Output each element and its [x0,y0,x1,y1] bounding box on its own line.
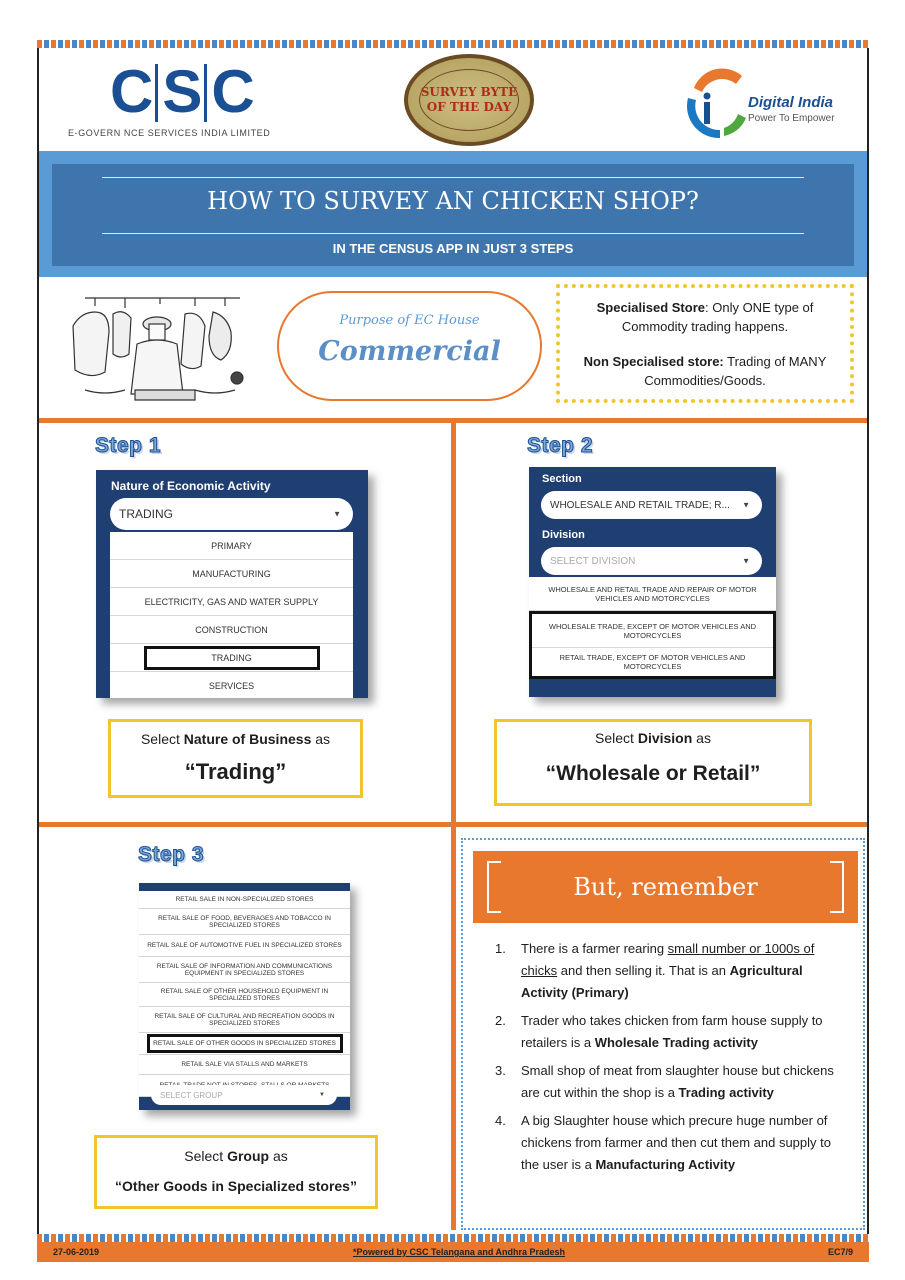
bracket-right-icon [830,861,844,913]
banner-rule [102,177,804,178]
step-1-screenshot [96,470,368,698]
group-option[interactable]: RETAIL SALE OF CULTURAL AND RECREATION GOODS IN SPECIALIZED STORES [139,1007,350,1033]
item-bold: Trading activity [678,1085,774,1100]
purpose-value: Commercial [318,336,501,367]
badge-line-1: SURVEY BYTE [420,85,518,99]
bracket-left-icon [487,861,501,913]
item-text: There is a farmer rearing [521,941,668,956]
remember-heading [473,851,858,923]
top-stripe [37,40,869,48]
csc-divider [204,64,207,122]
non-specialised-desc: Trading of MANY Commodities/Goods. [644,354,827,388]
nature-options [110,532,353,698]
group-option[interactable]: RETAIL SALE IN NON-SPECIALIZED STORES [139,891,350,909]
group-select[interactable] [151,1085,337,1105]
nature-option[interactable]: CONSTRUCTION [110,616,353,644]
division-option[interactable]: WHOLESALE AND RETAIL TRADE AND REPAIR OF MOTOR VEHICLES AND MOTORCYCLES [529,577,776,611]
nature-option[interactable]: MANUFACTURING [110,560,353,588]
bottom-stripe [37,1234,869,1242]
step-2-answer: “Wholesale or Retail” [545,762,761,785]
divider [451,423,456,1230]
page-subtitle: IN THE CENSUS APP IN JUST 3 STEPS [332,241,574,256]
csc-divider [155,64,158,122]
list-item [495,938,840,1004]
step-1-answer: “Trading” [184,759,287,784]
purpose-label: Purpose of EC House [339,313,480,328]
selection-highlight [147,1034,343,1053]
page-title: HOW TO SURVEY AN CHICKEN SHOP? [207,187,699,215]
division-options [529,577,776,679]
purpose-box [277,291,542,401]
instr-suffix: as [692,730,711,746]
dropdown-caret-icon: ▼ [333,509,341,519]
footer-powered-by: *Powered by CSC Telangana and Andhra Pradesh [353,1247,566,1257]
csc-letter-1: C [110,58,152,125]
banner-rule [102,233,804,234]
footer-date: 27-06-2019 [53,1247,100,1257]
digital-india-icon [680,58,750,142]
csc-subtitle: E-GOVERN NCE SERVICES INDIA LIMITED [68,128,271,138]
list-item [495,1060,840,1104]
instr-bold: Nature of Business [183,731,312,747]
item-text: A big Slaughter house which precure huge number of chickens from farmer and then cut them and supply to the user is a [521,1113,831,1172]
dropdown-caret-icon: ▼ [742,500,750,510]
nature-field-label: Nature of Economic Activity [111,479,271,493]
instr-prefix: Select [595,730,638,746]
item-bold: Agricultural Activity (Primary) [521,963,803,1000]
instr-bold: Division [637,730,693,746]
nature-option-trading[interactable] [110,644,353,672]
digital-india-logo [680,58,850,142]
step-2-label: Step 2 [527,434,594,457]
division-select[interactable] [541,547,762,575]
group-option[interactable]: RETAIL SALE OF INFORMATION AND COMMUNICATIONS EQUIPMENT IN SPECIALIZED STORES [139,957,350,983]
csc-letter-2: S [162,58,201,125]
instr-bold: Group [227,1148,270,1164]
group-option[interactable]: RETAIL SALE OF OTHER HOUSEHOLD EQUIPMENT IN SPECIALIZED STORES [139,983,350,1007]
item-bold: Manufacturing Activity [595,1157,736,1172]
division-placeholder: SELECT DIVISION [550,555,636,567]
non-specialised-term: Non Specialised store: [583,354,724,369]
specialised-desc: : Only ONE type of Commodity trading happens. [621,300,814,334]
group-option[interactable]: RETAIL SALE OF FOOD, BEVERAGES AND TOBACCO IN SPECIALIZED STORES [139,909,350,935]
step-3-screenshot [139,883,350,1110]
nature-option[interactable]: PRIMARY [110,532,353,560]
butcher-illustration [65,290,250,408]
digital-india-tagline: Power To Empower [748,113,835,124]
nature-select-value: TRADING [119,507,173,521]
item-number: 1. [495,941,506,956]
store-definitions [556,284,854,403]
group-option[interactable]: RETAIL SALE VIA STALLS AND MARKETS [139,1055,350,1075]
item-text: and then selling it. That is an [557,963,730,978]
instr-prefix: Select [140,731,184,747]
item-bold: Wholesale Trading activity [594,1035,758,1050]
nature-select[interactable] [110,498,353,530]
instr-suffix: as [269,1148,288,1164]
dropdown-caret-icon: ▼ [319,1092,325,1098]
other-goods-label: RETAIL SALE OF OTHER GOODS IN SPECIALIZED STORES [153,1040,336,1047]
group-option-other-goods[interactable] [139,1033,350,1055]
section-select-value: WHOLESALE AND RETAIL TRADE; R... [550,499,730,511]
footer-bar [37,1242,869,1262]
section-select[interactable] [541,491,762,519]
section-label: Section [542,473,582,485]
instr-prefix: Select [184,1148,228,1164]
step-3-label: Step 3 [138,843,205,866]
selection-highlight [144,646,320,670]
nature-option[interactable]: ELECTRICITY, GAS AND WATER SUPPLY [110,588,353,616]
item-number: 2. [495,1013,506,1028]
nature-option[interactable]: SERVICES [110,672,353,698]
remember-title: But, remember [573,873,758,901]
group-placeholder: SELECT GROUP [160,1090,223,1100]
remember-list [495,938,840,1182]
dropdown-caret-icon: ▼ [742,556,750,566]
division-option-retail[interactable]: RETAIL TRADE, EXCEPT OF MOTOR VEHICLES AND MOTORCYCLES [559,653,746,671]
csc-letter-3: C [211,58,253,125]
item-number: 4. [495,1113,506,1128]
division-label: Division [542,529,585,541]
trading-option-label: TRADING [211,652,252,663]
csc-logo [68,58,278,142]
step-3-answer: “Other Goods in Specialized stores” [115,1178,357,1194]
step-1-label: Step 1 [95,434,162,457]
item-text: Trader who takes chicken from farm house supply to retailers is a [521,1013,823,1050]
item-text: Small shop of meat from slaughter house but chickens are cut within the shop is a [521,1063,834,1100]
digital-india-title: Digital India [748,94,834,111]
group-options [139,891,350,1097]
step-2-screenshot [529,467,776,697]
step-1-instruction [108,719,363,798]
specialised-term: Specialised Store [596,300,705,315]
group-option[interactable]: RETAIL SALE OF AUTOMOTIVE FUEL IN SPECIALIZED STORES [139,935,350,957]
step-3-instruction [94,1135,378,1209]
division-option-wholesale[interactable]: WHOLESALE TRADE, EXCEPT OF MOTOR VEHICLES AND MOTORCYCLES [532,614,773,648]
survey-byte-badge [404,54,534,146]
list-item [495,1010,840,1054]
step-2-instruction [494,719,812,806]
badge-line-2: OF THE DAY [426,100,512,114]
instr-suffix: as [311,731,331,747]
list-item [495,1110,840,1176]
division-selection-group [529,611,776,679]
item-number: 3. [495,1063,506,1078]
item-underline: small number or 1000s of chicks [521,941,815,978]
footer-page-code: EC7/9 [827,1247,853,1257]
